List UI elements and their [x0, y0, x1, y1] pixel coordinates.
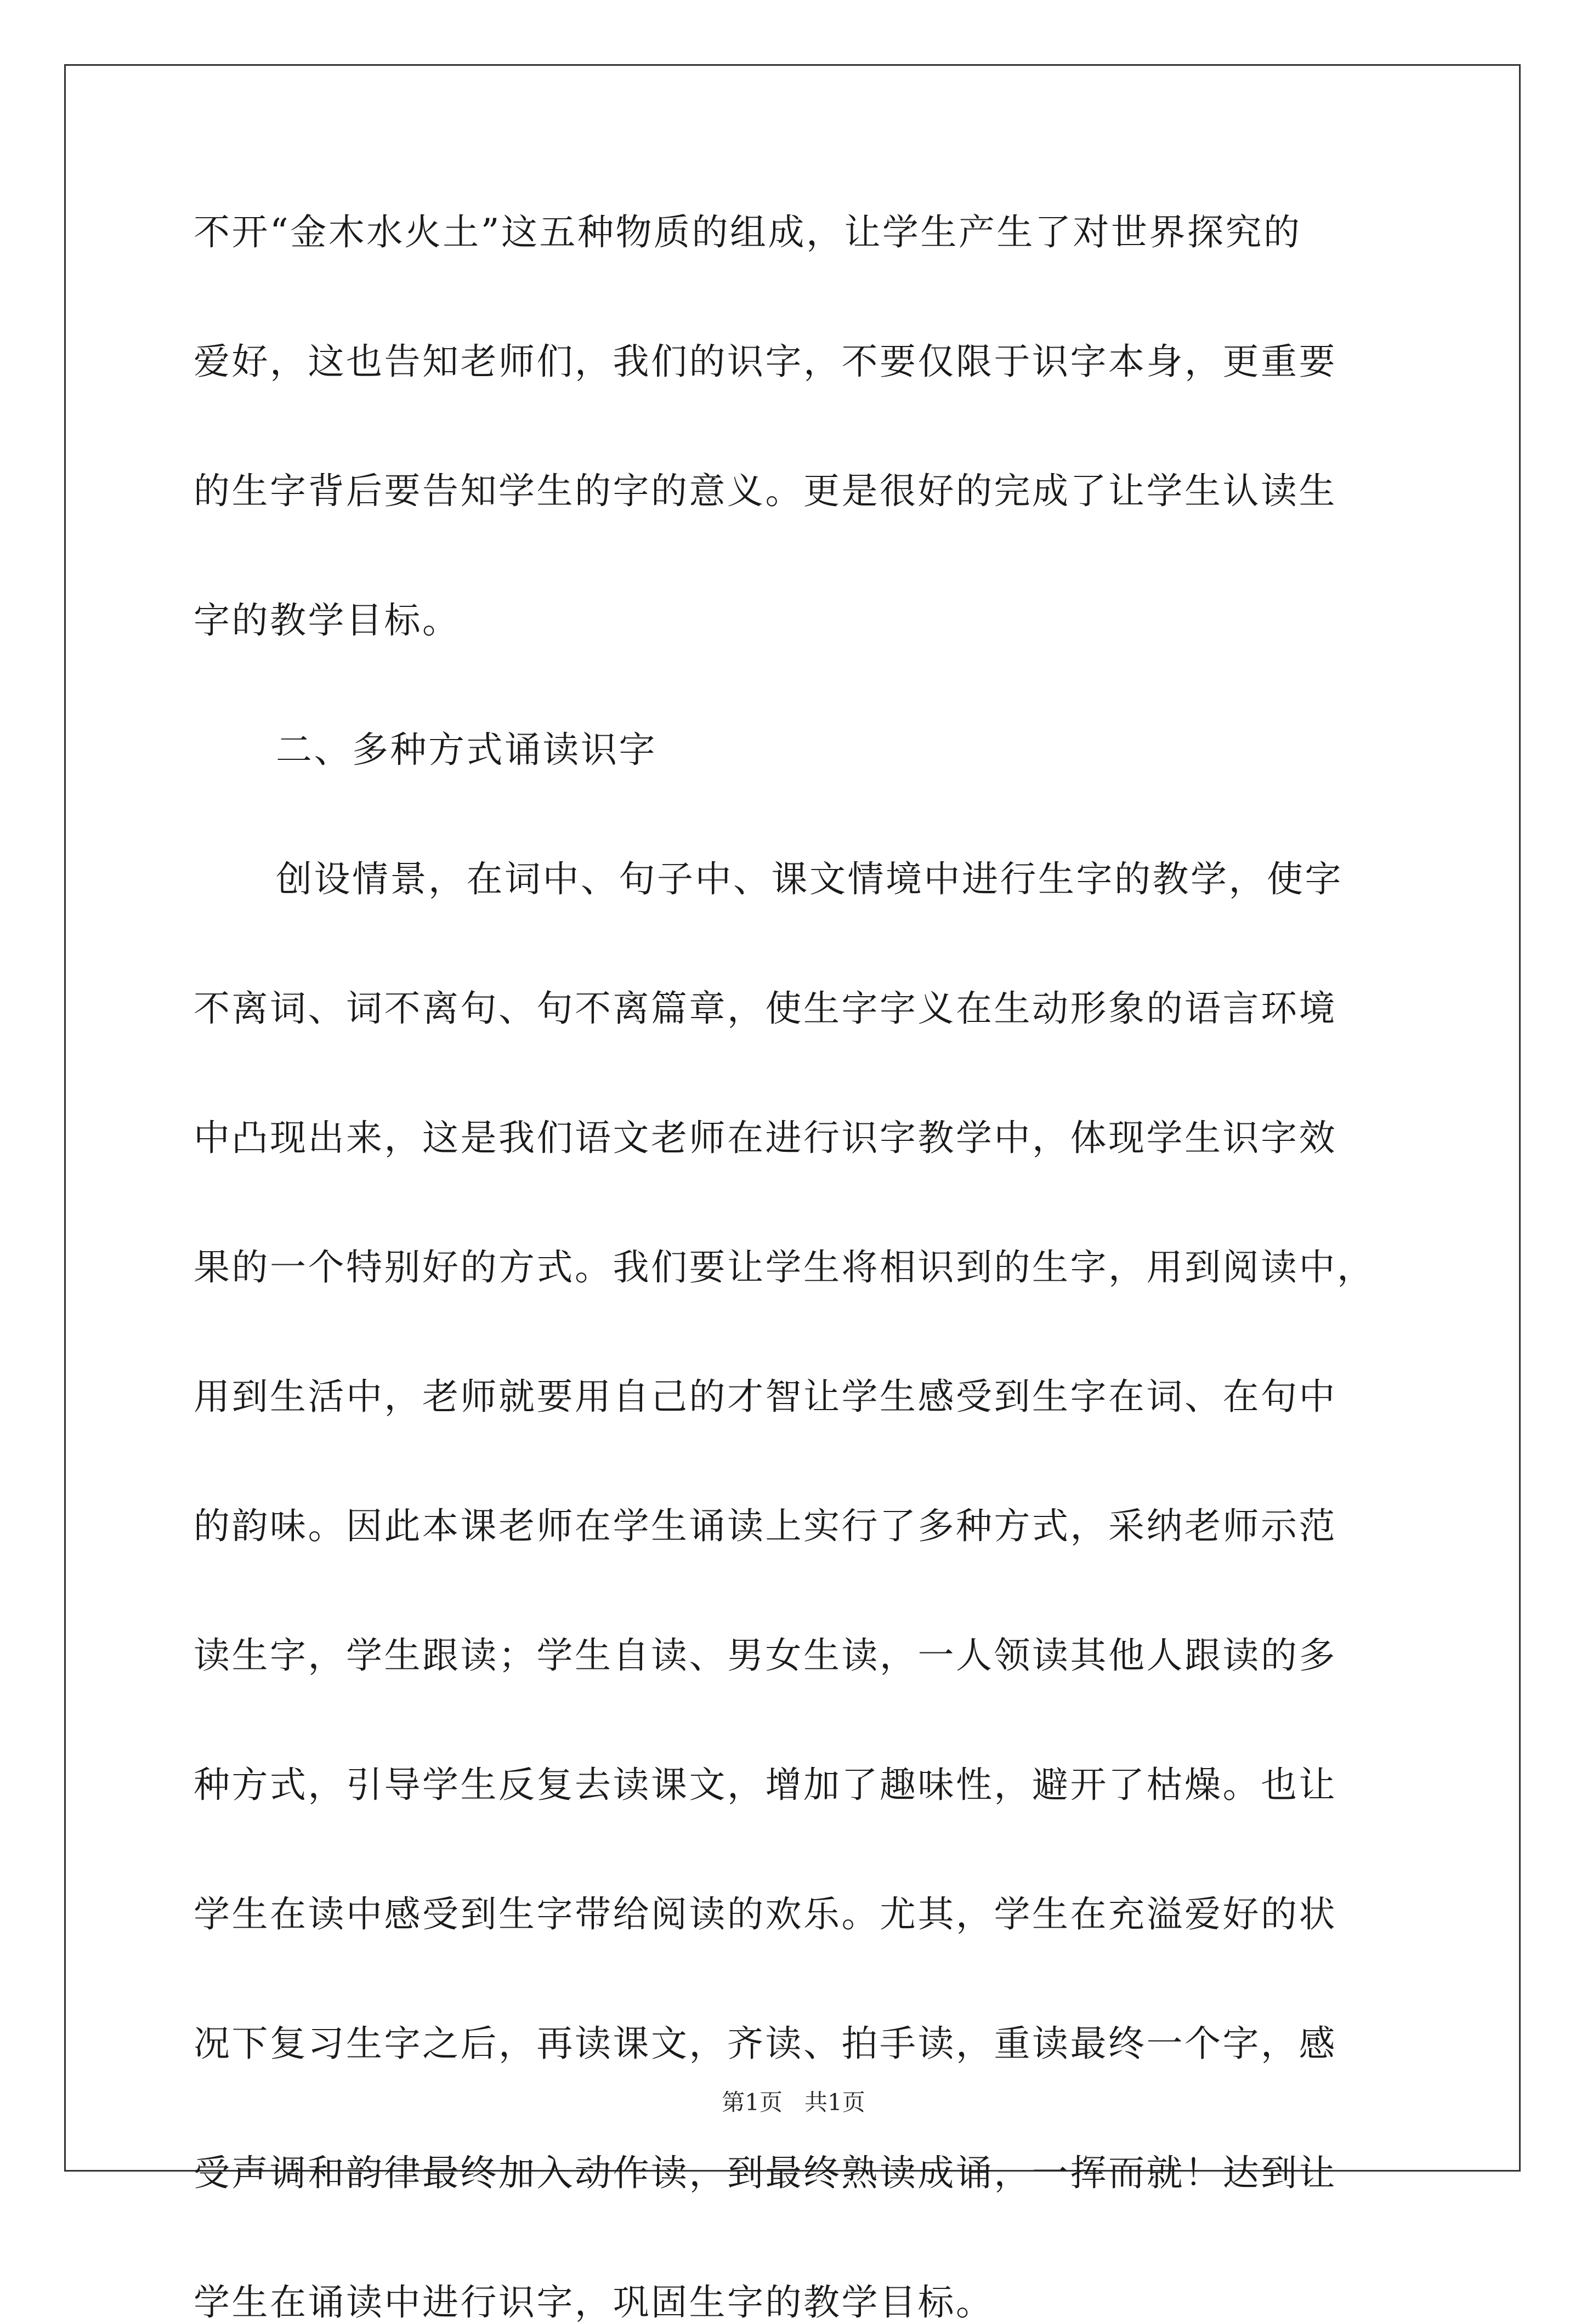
text-line: 读生字，学生跟读；学生自读、男女生读，一人领读其他人跟读的多	[194, 1634, 1337, 1677]
text-line: 中凸现出来，这是我们语文老师在进行识字教学中，体现学生识字效	[194, 1117, 1337, 1159]
text-line: 果的一个特别好的方式。我们要让学生将相识到的生字，用到阅读中，	[194, 1246, 1375, 1288]
text-line: 用到生活中，老师就要用自己的才智让学生感受到生字在词、在句中	[194, 1376, 1337, 1418]
text-line: 不离词、词不离句、句不离篇章，使生字字义在生动形象的语言环境	[194, 987, 1337, 1030]
document-body	[194, 211, 1438, 2324]
text-line: 创设情景，在词中、句子中、课文情境中进行生字的教学，使字	[276, 858, 1343, 900]
text-line: 学生在诵读中进行识字，巩固生字的教学目标。	[194, 2281, 994, 2323]
section-heading: 二、多种方式诵读识字	[276, 729, 657, 771]
text-line: 字的教学目标。	[194, 599, 461, 641]
text-line: 学生在读中感受到生字带给阅读的欢乐。尤其，学生在充溢爱好的状	[194, 1893, 1337, 1935]
text-line: 受声调和韵律最终加入动作读，到最终熟读成诵，一挥而就！达到让	[194, 2152, 1337, 2194]
text-line: 种方式，引导学生反复去读课文，增加了趣味性，避开了枯燥。也让	[194, 1764, 1337, 1806]
page-number: 第1页	[722, 2089, 783, 2116]
text-line: 的韵味。因此本课老师在学生诵读上实行了多种方式，采纳老师示范	[194, 1505, 1337, 1547]
page-total: 共1页	[804, 2089, 865, 2116]
page-footer	[0, 2089, 1587, 2116]
text-line: 况下复习生字之后，再读课文，齐读、拍手读，重读最终一个字，感	[194, 2022, 1337, 2065]
text-line: 不开“金木水火土”这五种物质的组成，让学生产生了对世界探究的	[194, 211, 1302, 253]
text-line: 爱好，这也告知老师们，我们的识字，不要仅限于识字本身，更重要	[194, 340, 1337, 383]
text-line: 的生字背后要告知学生的字的意义。更是很好的完成了让学生认读生	[194, 470, 1337, 512]
